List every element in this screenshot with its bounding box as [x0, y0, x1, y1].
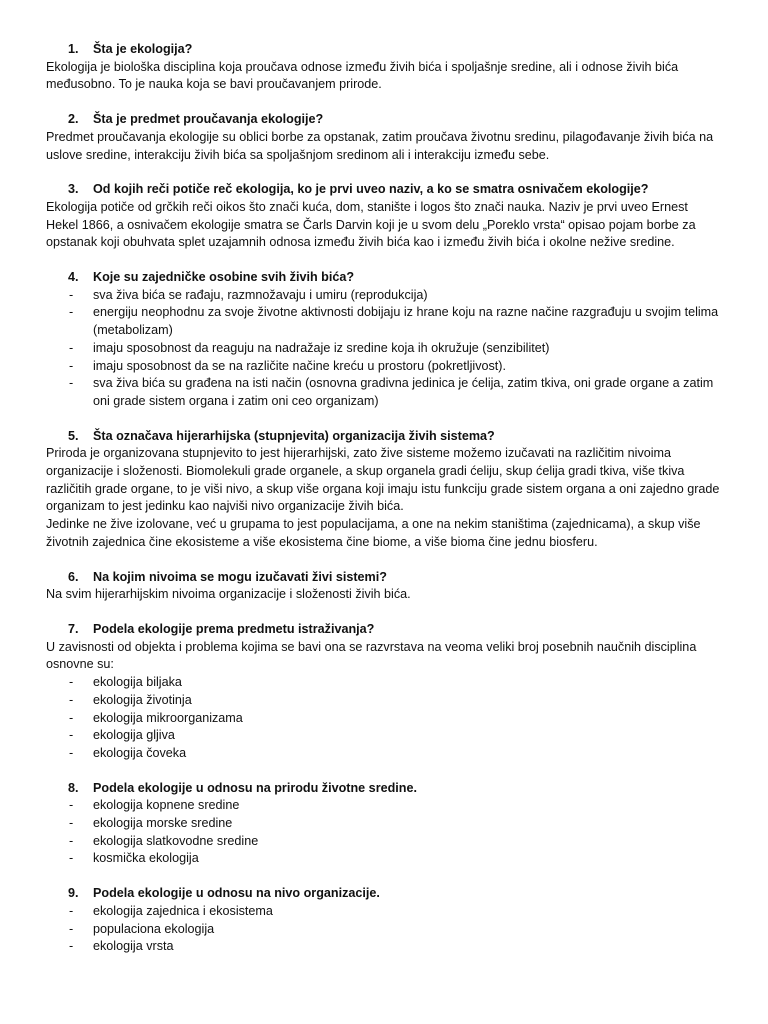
question-heading — [46, 780, 722, 798]
list-item-text: ekologija morske sredine — [93, 816, 233, 831]
answer-paragraph: Ekologija potiče od grčkih reči oikos što znači kuća, dom, stanište i logos što znači nauka. Naziv je prvi uveo Ernest Hekel 1866, a osnivačem ekologije smatra se Čarls Darvin koji je u svom delu „Poreklo vrsta“ opisao pojam borbe za opstanak koji obuhvata splet uzajamnih odnosa između živih bića kao i između živih bića i okolne nežive sredine. — [46, 199, 696, 250]
list-item — [46, 710, 722, 728]
dash-bullet: - — [69, 710, 74, 725]
question-heading — [46, 41, 722, 59]
question-number: 6. — [68, 569, 79, 584]
list-item — [46, 797, 722, 815]
dash-bullet: - — [69, 798, 74, 813]
question-section — [46, 181, 722, 252]
dash-list — [46, 797, 722, 868]
dash-bullet: - — [69, 376, 74, 391]
dash-bullet: - — [69, 675, 74, 690]
list-item-text: sva živa bića su građena na isti način (osnovna gradivna jedinica je ćelija, zatim tkiva, oni grade organe a zatim oni grade sistem organa i zatim oni ceo organizam) — [93, 376, 714, 408]
list-item — [46, 674, 722, 692]
question-number: 3. — [68, 182, 79, 197]
answer-paragraph: Ekologija je biološka disciplina koja proučava odnose između živih bića i spoljašnje sredine, ali i odnose živih bića međusobno. To je nauka koja se bavi proučavanjem prirode. — [46, 59, 679, 92]
question-heading — [46, 111, 722, 129]
list-item — [46, 850, 722, 868]
dash-bullet: - — [69, 851, 74, 866]
question-heading — [46, 569, 722, 587]
question-section — [46, 780, 722, 869]
list-item-text: ekologija mikroorganizama — [93, 710, 243, 725]
list-item — [46, 304, 722, 339]
answer-paragraph: Priroda je organizovana stupnjevito to jest hijerarhijski, zato žive sisteme možemo izučavati na različitim nivoima organizacije i složenosti. Biomolekuli grade organele, a skup organela gradi ćeliju, skup ćelija gradi tkiva, više tkiva različitih grade organe, to je viši nivo, a skup više organa koji imaju istu funkciju grade sistem organa a oni zajedno grade organizam to jest jedinku kao najviši nivo organizacije živih bića. — [46, 446, 720, 514]
list-item — [46, 692, 722, 710]
list-item-text: ekologija kopnene sredine — [93, 798, 240, 813]
dash-bullet: - — [69, 745, 74, 760]
list-item — [46, 340, 722, 358]
question-text: Podela ekologije u odnosu na nivo organizacije. — [93, 886, 380, 901]
question-section — [46, 428, 722, 552]
question-number: 1. — [68, 42, 79, 56]
question-heading — [46, 885, 722, 903]
question-number: 4. — [68, 270, 79, 285]
question-section — [46, 569, 722, 604]
question-section — [46, 885, 722, 956]
question-section — [46, 111, 722, 164]
question-text: Podela ekologije prema predmetu istraživanja? — [93, 621, 375, 636]
question-section — [46, 269, 722, 411]
question-text: Šta je predmet proučavanja ekologije? — [93, 112, 324, 127]
question-heading — [46, 181, 722, 199]
list-item — [46, 358, 722, 376]
question-text: Koje su zajedničke osobine svih živih bića? — [93, 270, 355, 285]
list-item — [46, 745, 722, 763]
question-heading — [46, 621, 722, 639]
list-item — [46, 727, 722, 745]
question-number: 7. — [68, 621, 79, 636]
list-item-text: ekologija biljaka — [93, 675, 182, 690]
answer-paragraph: Na svim hijerarhijskim nivoima organizacije i složenosti živih bića. — [46, 587, 411, 602]
list-item — [46, 903, 722, 921]
question-text: Šta označava hijerarhijska (stupnjevita) organizacija živih sistema? — [93, 428, 495, 443]
question-number: 2. — [68, 112, 79, 127]
question-text: Šta je ekologija? — [93, 42, 193, 56]
question-heading — [46, 428, 722, 446]
dash-bullet: - — [69, 692, 74, 707]
dash-bullet: - — [69, 728, 74, 743]
dash-bullet: - — [69, 340, 74, 355]
question-heading — [46, 269, 722, 287]
dash-bullet: - — [69, 305, 74, 320]
question-number: 5. — [68, 428, 79, 443]
list-item-text: imaju sposobnost da se na različite načine kreću u prostoru (pokretljivost). — [93, 358, 506, 373]
answer-paragraph: U zavisnosti od objekta i problema kojima se bavi ona se razvrstava na veoma veliki broj posebnih naučnih disciplina osnovne su: — [46, 639, 697, 672]
answer-paragraph: Predmet proučavanja ekologije su oblici borbe za opstanak, zatim proučava životnu sredinu, pilagođavanje živih bića na uslove sredine, interakciju živih bića sa spoljašnjom sredinom ali i interakciju između sebe. — [46, 129, 714, 162]
dash-bullet: - — [69, 921, 74, 936]
list-item-text: ekologija slatkovodne sredine — [93, 833, 259, 848]
dash-list — [46, 674, 722, 763]
list-item-text: sva živa bića se rađaju, razmnožavaju i umiru (reprodukcija) — [93, 287, 428, 302]
dash-bullet: - — [69, 939, 74, 954]
question-section — [46, 41, 722, 94]
list-item — [46, 833, 722, 851]
dash-bullet: - — [69, 358, 74, 373]
question-text: Od kojih reči potiče reč ekologija, ko je prvi uveo naziv, a ko se smatra osnivačem ekologije? — [93, 182, 649, 197]
list-item-text: imaju sposobnost da reaguju na nadražaje iz sredine koja ih okružuje (senzibilitet) — [93, 340, 550, 355]
list-item-text: ekologija vrsta — [93, 939, 174, 954]
list-item-text: kosmička ekologija — [93, 851, 199, 866]
list-item — [46, 287, 722, 305]
question-number: 8. — [68, 780, 79, 795]
dash-list — [46, 287, 722, 411]
list-item-text: ekologija zajednica i ekosistema — [93, 903, 273, 918]
list-item-text: ekologija čoveka — [93, 745, 187, 760]
list-item-text: populaciona ekologija — [93, 921, 215, 936]
question-text: Podela ekologije u odnosu na prirodu životne sredine. — [93, 780, 417, 795]
dash-bullet: - — [69, 833, 74, 848]
dash-bullet: - — [69, 287, 74, 302]
answer-paragraph: Jedinke ne žive izolovane, već u grupama to jest populacijama, a one na nekim staništima (zajednicama), a skup više životnih zajednica čine ekosisteme a više ekosistema čine biome, a više bioma čine jednu biosferu. — [46, 517, 701, 549]
list-item — [46, 921, 722, 939]
question-section — [46, 621, 722, 763]
list-item — [46, 375, 722, 410]
list-item — [46, 815, 722, 833]
question-text: Na kojim nivoima se mogu izučavati živi sistemi? — [93, 569, 387, 584]
list-item-text: ekologija životinja — [93, 692, 192, 707]
dash-list — [46, 903, 722, 956]
list-item — [46, 938, 722, 956]
list-item-text: ekologija gljiva — [93, 728, 175, 743]
list-item-text: energiju neophodnu za svoje životne aktivnosti dobijaju iz hrane koju na razne načine razgrađuju u svojim telima (metabolizam) — [93, 305, 719, 338]
dash-bullet: - — [69, 816, 74, 831]
question-number: 9. — [68, 886, 79, 901]
dash-bullet: - — [69, 903, 74, 918]
